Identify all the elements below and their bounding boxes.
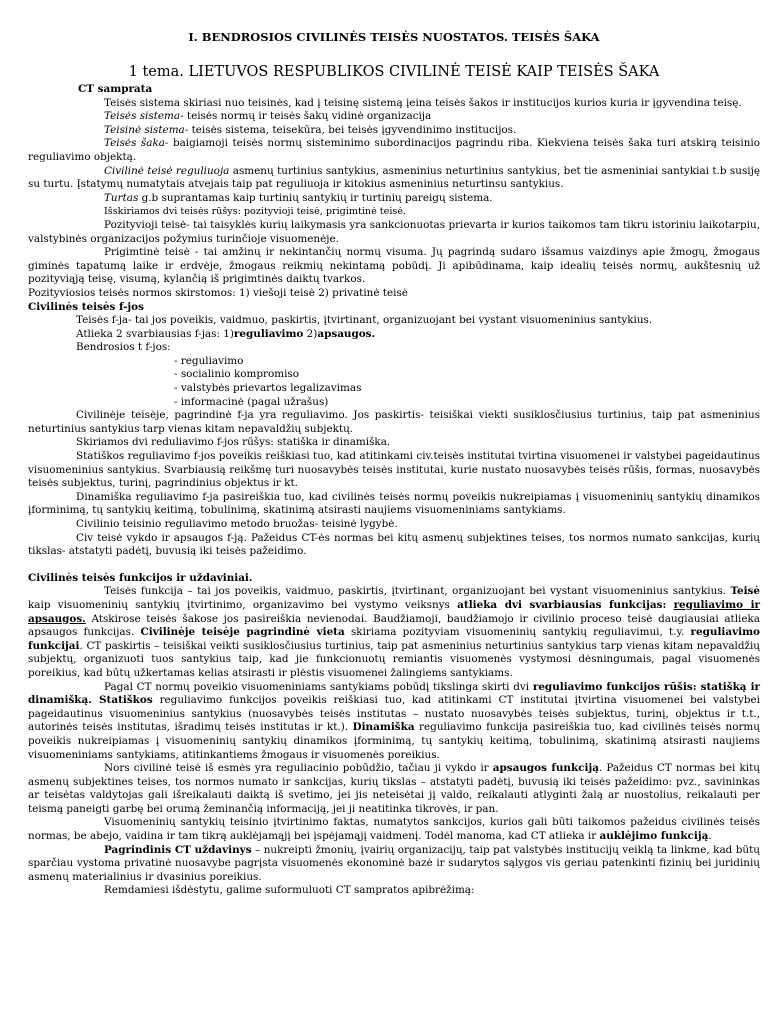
- emphasis: reguliavimo funkcijai: [28, 626, 760, 652]
- term: Civilinė teisė reguliuoja: [104, 164, 230, 177]
- paragraph: [28, 585, 760, 680]
- term: Teisės sistema-: [104, 110, 184, 123]
- topic-title: 1 tema. LIETUVOS RESPUBLIKOS CIVILINĖ TEISĖ KAIP TEISĖS ŠAKA: [128, 64, 660, 80]
- paragraph: Dinamiška reguliavimo f-ja pasireiškia tuo, kad civilinės teisės normų poveikis nukreipiamas į visuomeninių santykių dinamikos įforminimą, tų santykių keitimą, tobulinimą, skatinimą atsirasti naujiems visuomeniniams santykiams.: [28, 490, 760, 517]
- text: [666, 599, 673, 611]
- paragraph: [28, 844, 760, 885]
- emphasis: reguliavimo ir apsaugos.: [28, 598, 760, 625]
- paragraph: Prigimtinė teisė - tai amžinų ir nekintančių normų visuma. Jų pagrindą sudaro išsamus vaizdinys apie žmogų, žmogaus giminės tapatumą laike ir erdvėje, žmogaus reikmių nekintamą pobūdį. Ji apibūdinama, kaip idealių teisės normų, aukštesnių už pozityviąją teisę, visumą, kylančią iš prigimtinės daiktų tvarkos.: [28, 246, 760, 286]
- emphasis: Teisė: [730, 585, 760, 598]
- paragraph: Pozityviosios teisės normos skirstomos: 1) viešoji teisė 2) privatinė teisė: [28, 286, 408, 299]
- paragraph: [28, 328, 760, 342]
- definition: asmenų turtinius santykius, asmeninius neturtinius santykius, bet tie asmeniniai santykiai t.b susiję su turtu. Įstatymų numatytais atvejais taip pat reguliuoja ir kitokius asmeninius neturtinsu santykius.: [28, 164, 760, 191]
- emphasis: apsaugos.: [317, 327, 376, 340]
- paragraph: Išskiriamos dvi teisės rūšys: pozityvioji teisė, prigimtinė teisė.: [104, 206, 407, 218]
- text: Teisės funkcija – tai jos poveikis, vaidmuo, paskirtis, įtvirtinant, organizuojant bei vystant visuomeninius santykius.: [104, 585, 726, 598]
- paragraph: Skiriamos dvi reduliavimo f-jos rūšys: statiška ir dinamiška.: [76, 436, 391, 449]
- paragraph: Teisės f-ja- tai jos poveikis, vaidmuo, paskirtis, įtvirtinant, organizuojant bei vystant visuomeninius santykius.: [76, 314, 653, 327]
- definition: teisės normų ir teisės šakų vidinė organizacija: [183, 110, 432, 123]
- emphasis: reguliavimo: [233, 327, 304, 340]
- emphasis: auklėjimo funkciją: [599, 830, 709, 843]
- text: Atskirose teisės šakose jos pasireiškia nevienodai. Baudžiamoji, baudžiamojo ir civilinio proceso teisė daugiausiai atlieka apsaugos funkcijas.: [28, 612, 760, 639]
- emphasis: atlieka dvi svarbiausias funkcijas:: [457, 598, 667, 611]
- text: .: [708, 830, 712, 843]
- text: reguliavimo funkcija pasireiškia tuo, kad civilinės teisės normų poveikis nukreipiamas į visuomeninių santykių dinamikos įforminimą, tų santykių keitimą, tobulinimą, skatinimą atsirasti naujiems visuomeniniams santykiams, atitinkantiems žmogaus ir visuomenės poreikius.: [28, 721, 760, 761]
- paragraph: [28, 681, 760, 763]
- paragraph: Civilinio teisinio reguliavimo metodo bruožas- teisinė lygybė.: [76, 518, 398, 530]
- paragraph: [28, 816, 760, 843]
- text: . CT paskirtis – teisiškai veikti susiklosčiusius turtinius, taip pat asmeninius neturtinius santykius tarp vienas kitam nepavaldžių subjektų, organizuoti tuos santykius taip, kad jie funkcionuotų remiantis visuomenės vystymosi dėsningumais, pagal visuomenės poreikius, kad būtų užkertamas kelias atsirasti ir plėstis visuomenei žalingiems santykiams.: [28, 639, 760, 679]
- emphasis: Civilinėje teisėje pagrindinė vieta: [140, 626, 345, 639]
- section-title-ct-fjos: Civilinės teisės f-jos: [28, 300, 144, 313]
- text: Atlieka 2 svarbiausias f-jas: 1): [76, 327, 234, 340]
- paragraph: Teisės sistema skiriasi nuo teisinės, kad į teisinę sistemą įeina teisės šakos ir institucijos kurios kuria ir įgyvendina teisę.: [104, 96, 742, 109]
- term: Teisinė sistema-: [104, 123, 189, 136]
- paragraph: [28, 192, 760, 206]
- list-item: - reguliavimo: [174, 354, 244, 367]
- paragraph: [28, 137, 760, 164]
- definition: baigiamoji teisės normų sisteminimo subordinacijos pagrindu riba. Kiekviena teisės šaka turi atskirą teisinio reguliavimo objektą.: [28, 137, 760, 163]
- paragraph: [28, 762, 760, 816]
- paragraph: [28, 124, 760, 138]
- list-item: - socialinio kompromiso: [174, 368, 300, 381]
- paragraph: Civilinėje teisėje, pagrindinė f-ja yra reguliavimo. Jos paskirtis- teisiškai viekti susiklosčiusius turtinius, taip pat asmeninius neturtinius santykius tarp vienas kitam nepavaldžių subjektų.: [28, 409, 760, 435]
- paragraph: Statiškos reguliavimo f-jos poveikis reiškiasi tuo, kad atitinkami civ.teisės institutai tvirtina visuomenei ir valstybei pageidautinus visuomeninius santykius. Svarbiausią reikšmę turi nuosavybės teisės institutai, kurie nustato nuosavybės teisės rūšis, formas, nuosavybės teisės subjektus, turinį, pagrindinius objektus ir kt.: [28, 450, 760, 490]
- definition: g.b suprantamas kaip turtinių santykių ir turtinių pareigų sistema.: [138, 191, 493, 204]
- text: Visuomeninių santykių teisinio įtvirtinimo faktas, numatytos sankcijos, kurios gali būti taikomos pažeidus civilinės teisės normas, be abejo, vaidina ir tam tikrą auklėjamąjį bei įspėjamąjį vaidmenį. Todėl manoma, kad CT atlieka ir: [28, 816, 760, 843]
- paragraph: Civ teisė vykdo ir apsaugos f-ją. Pažeidus CT-ės normas bei kitų asmenų subjektines teises, tos normos numato sankcijas, kurių tikslas- atstatyti padėtį, buvusią iki teisės pažeidimo.: [28, 531, 760, 558]
- definition: teisės sistema, teisekūra, bei teisės įgyvendinimo institucijos.: [188, 123, 517, 136]
- list-item: - informacinė (pagal užrašus): [174, 395, 329, 408]
- emphasis: reguliavimo funkcijos rūšis: statišką ir dinamišką. Statiškos: [28, 680, 760, 707]
- text: Pagal CT normų poveikio visuomeniniams santykiams pobūdį tikslinga skirti dvi: [104, 680, 533, 693]
- paragraph: [28, 110, 760, 124]
- document-heading: I. BENDROSIOS CIVILINĖS TEISĖS NUOSTATOS. TEISĖS ŠAKA: [188, 30, 600, 44]
- spacer: [28, 559, 760, 572]
- paragraph: Remdamiesi išdėstytu, galime suformuluoti CT sampratos apibrėžimą:: [104, 884, 475, 897]
- text: . Pažeidus CT normas bei kitų asmenų subjektines teises, tos normos numato ir sankcijas, kurių tikslas – atstatyti padėtį, buvusią iki teisės pažeidimo: pvz., savininkas ar teisėtas valdytojas gali išreikalauti daiktą iš svetimo, jei jis neteisėtai jį valdo, reikalauti atlyginti žalą ar nuostolius, reikalauti per teismą paneigti garbę bei orumą žeminančią informaciją, jei ji neatitinka tikrovės, ir pan.: [28, 762, 760, 815]
- text: kaip visuomeninių santykių įtvirtinimo, organizavimo bei vystymo veiksnys: [28, 598, 458, 611]
- paragraph: [28, 165, 760, 192]
- paragraph: Bendrosios t f-jos:: [76, 341, 171, 354]
- emphasis: Pagrindinis CT uždavinys: [104, 843, 252, 856]
- section-title-ct-funkcijos: Civilinės teisės funkcijos ir uždaviniai.: [28, 571, 253, 584]
- text: reguliavimo funkcijos poveikis reiškiasi tuo, kad atitinkami CT institutai įtvirtina visuomenei bei valstybei pageidautinus visuomeninius santykius (nuosavybės teisės institutas – nustato nuosavybės teisės subjektus, turinį, objektus ir t.t., autorinės teisės institutas, išradimų teisės institutas ir kt.).: [28, 694, 760, 734]
- emphasis: Dinamiška: [352, 721, 415, 734]
- term: Teisės šaka-: [104, 137, 169, 150]
- term: Turtas: [104, 191, 139, 204]
- paragraph: Pozityvioji teisė- tai taisyklės kurių laikymasis yra sankcionuotas prievarta ir kurios taikomos tam tikru istoriniu laikotarpiu, valstybinės organizacijos požymius turinčioje visuomenėje.: [28, 218, 760, 245]
- text: skiriama pozityviam visuomeninių santykių reguliavimui, t.y.: [344, 626, 691, 639]
- text: – nukreipti žmonių, įvairių organizacijų, taip pat valstybės institucijų veiklą ta linkme, kad būtų sparčiau vystoma privatinė nuosavybe pagrįsta visuomenės ekonominė bazė ir sudarytos sąlygos vis geriau patenkinti fizinių bei juridinių asmenų materialinius ir dvasinius poreikius.: [28, 843, 760, 883]
- text: Nors civilinė teisė iš esmės yra reguliacinio pobūdžio, tačiau ji vykdo ir: [104, 762, 493, 775]
- text: 2): [303, 327, 318, 340]
- section-title-ct-samprata: CT samprata: [78, 83, 153, 95]
- list-item: - valstybės prievartos legalizavimas: [174, 382, 362, 395]
- emphasis: apsaugos funkciją: [492, 762, 599, 775]
